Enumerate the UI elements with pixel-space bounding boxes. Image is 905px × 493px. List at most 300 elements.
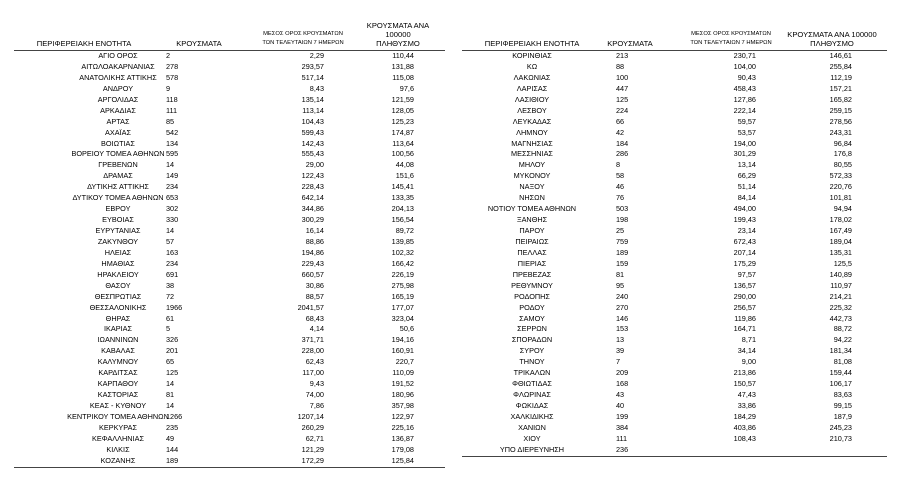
table-row <box>462 379 887 390</box>
region-name-cell: ΚΑΒΑΛΑΣ <box>101 346 135 356</box>
rate-cell: 157,21 <box>829 83 852 93</box>
avg-cases-cell: 599,43 <box>301 127 324 137</box>
region-name-cell: ΦΩΚΙΔΑΣ <box>515 401 549 410</box>
cases-cell: 39 <box>616 346 625 356</box>
avg-cases-cell: 301,29 <box>733 149 756 159</box>
avg-header-line1: ΜΕΣΟΣ ΟΡΟΣ ΚΡΟΥΣΜΑΤΩΝ <box>263 31 343 37</box>
avg-cases-cell: 16,14 <box>305 226 324 235</box>
region-name-cell: ΧΑΝΙΩΝ <box>518 422 546 432</box>
avg-cases-cell: 229,43 <box>301 258 324 268</box>
region-name-cell: ΡΟΔΟΠΗΣ <box>514 291 550 301</box>
cases-cell: 184 <box>616 138 629 148</box>
cases-cell: 330 <box>166 215 179 225</box>
region-name-cell: ΚΕΦΑΛΛΗΝΙΑΣ <box>92 433 144 443</box>
avg-cases-cell: 121,29 <box>301 444 324 454</box>
region-name-cell: ΥΠΟ ΔΙΕΡΕΥΝΗΣΗ <box>499 444 565 454</box>
rate-cell: 245,23 <box>829 422 852 432</box>
region-name-cell: ΝΟΤΙΟΥ ΤΟΜΕΑ ΑΘΗΝΩΝ <box>487 204 577 214</box>
rate-cell: 100,56 <box>391 149 414 159</box>
rate-cell: 101,81 <box>829 193 852 203</box>
region-name-cell: ΠΡΕΒΕΖΑΣ <box>512 269 552 279</box>
table-row <box>14 139 445 150</box>
cases-cell: 578 <box>166 72 179 82</box>
table-row <box>14 237 445 248</box>
avg-cases-cell: 68,43 <box>305 313 324 323</box>
rate-cell: 106,17 <box>829 379 852 389</box>
avg-column-header <box>248 30 358 48</box>
rate-cell: 122,97 <box>391 411 414 421</box>
rate-cell: 220,76 <box>829 182 852 192</box>
avg-cases-cell: 175,29 <box>733 258 756 268</box>
region-name-cell: ΜΕΣΣΗΝΙΑΣ <box>511 149 553 159</box>
table-row <box>462 237 887 248</box>
avg-cases-cell: 142,43 <box>301 138 324 148</box>
cases-cell: 58 <box>616 171 625 181</box>
cases-cell: 25 <box>616 226 625 235</box>
cases-cell: 234 <box>166 258 179 268</box>
cases-cell: 146 <box>616 313 629 323</box>
region-name-cell: ΑΡΚΑΔΙΑΣ <box>100 105 136 115</box>
region-name-cell: ΙΚΑΡΙΑΣ <box>103 324 133 334</box>
cases-cell: 14 <box>166 379 175 389</box>
rate-cell: 96,84 <box>833 138 852 148</box>
cases-cell: 236 <box>616 444 629 454</box>
region-name-cell: ΡΟΔΟΥ <box>519 302 545 312</box>
rate-cell: 179,08 <box>391 444 414 454</box>
cases-cell: 95 <box>616 280 625 290</box>
avg-cases-cell: 74,00 <box>305 390 324 400</box>
cases-cell: 13 <box>616 335 625 345</box>
rate-cell: 125,23 <box>391 116 414 126</box>
table-row <box>14 84 445 95</box>
avg-cases-cell: 108,43 <box>733 433 756 443</box>
region-name-cell: ΝΑΞΟΥ <box>519 182 545 192</box>
avg-cases-cell: 660,57 <box>301 269 324 279</box>
rate-header-line2: ΠΛΗΘΥΣΜΟ <box>810 39 854 48</box>
rate-cell: 110,44 <box>392 51 414 60</box>
table-row <box>462 434 887 445</box>
rate-cell: 128,05 <box>391 105 414 115</box>
table-row <box>462 51 887 62</box>
cases-cell: 168 <box>616 379 629 389</box>
avg-cases-cell: 88,57 <box>305 291 324 301</box>
region-name-cell: ΛΕΣΒΟΥ <box>517 105 547 115</box>
avg-cases-cell: 127,86 <box>733 94 756 104</box>
rate-cell: 88,72 <box>833 324 852 334</box>
table-row <box>14 368 445 379</box>
rate-cell: 204,13 <box>391 204 414 214</box>
rate-cell: 113,64 <box>392 138 414 148</box>
region-name-cell: ΛΑΚΩΝΙΑΣ <box>513 72 551 82</box>
rate-cell: 139,85 <box>391 236 414 246</box>
cases-cell: 81 <box>616 269 625 279</box>
rate-cell: 102,32 <box>391 247 414 257</box>
avg-cases-cell: 34,14 <box>737 346 756 356</box>
rate-cell: 572,33 <box>829 171 852 181</box>
left-table-header <box>14 21 445 51</box>
table-row <box>14 106 445 117</box>
cases-cell: 61 <box>166 313 175 323</box>
table-row <box>14 95 445 106</box>
table-row <box>14 456 445 467</box>
avg-cases-cell: 230,71 <box>733 51 756 60</box>
cases-column-header: ΚΡΟΥΣΜΑΤΑ <box>176 39 222 48</box>
cases-cell: 72 <box>166 291 175 301</box>
region-name-cell: ΘΕΣΠΡΩΤΙΑΣ <box>94 291 142 301</box>
rate-cell: 121,59 <box>391 94 414 104</box>
cases-cell: 447 <box>616 83 629 93</box>
avg-cases-cell: 29,00 <box>305 160 324 170</box>
table-row <box>14 390 445 401</box>
table-row <box>462 368 887 379</box>
rate-cell: 226,19 <box>391 269 414 279</box>
rate-cell: 125,5 <box>833 258 852 268</box>
region-name-cell: ΚΑΣΤΟΡΙΑΣ <box>97 390 139 400</box>
avg-cases-cell: 642,14 <box>301 193 324 203</box>
table-row <box>14 259 445 270</box>
region-name-cell: ΝΗΣΩΝ <box>519 193 545 203</box>
avg-cases-cell: 494,00 <box>733 204 756 214</box>
cases-cell: 14 <box>166 401 175 410</box>
table-row <box>14 73 445 84</box>
table-row <box>462 182 887 193</box>
rate-cell: 50,6 <box>399 324 414 334</box>
rate-cell: 136,87 <box>391 433 414 443</box>
right-table <box>462 26 887 457</box>
rate-cell: 115,08 <box>392 72 414 82</box>
cases-cell: 326 <box>166 335 179 345</box>
avg-cases-cell: 213,86 <box>733 368 756 378</box>
region-name-cell: ΣΕΡΡΩΝ <box>517 324 547 334</box>
cases-cell: 691 <box>166 269 179 279</box>
table-row <box>462 106 887 117</box>
avg-cases-cell: 7,86 <box>309 401 324 410</box>
table-row <box>14 445 445 456</box>
rate-column-header <box>782 30 882 48</box>
table-row <box>14 401 445 412</box>
table-row <box>462 324 887 335</box>
rate-cell: 167,49 <box>829 226 852 235</box>
avg-cases-cell: 88,86 <box>305 236 324 246</box>
table-row <box>14 171 445 182</box>
region-name-cell: ΑΡΤΑΣ <box>106 116 130 126</box>
avg-cases-cell: 260,29 <box>301 422 324 432</box>
avg-cases-cell: 293,57 <box>301 61 324 71</box>
avg-cases-cell: 117,00 <box>302 368 324 378</box>
region-name-cell: ΖΑΚΥΝΘΟΥ <box>97 236 139 246</box>
table-row <box>462 204 887 215</box>
avg-cases-cell: 1207,14 <box>297 411 324 421</box>
rate-cell: 80,55 <box>833 160 852 170</box>
avg-cases-cell: 222,14 <box>733 105 756 115</box>
region-name-cell: ΑΝΔΡΟΥ <box>102 83 134 93</box>
cases-cell: 302 <box>166 204 179 214</box>
rate-cell: 140,89 <box>829 269 852 279</box>
table-row <box>14 117 445 128</box>
rate-cell: 131,88 <box>391 61 414 71</box>
cases-cell: 503 <box>616 204 629 214</box>
region-name-cell: ΚΕΝΤΡΙΚΟΥ ΤΟΜΕΑ ΑΘΗΝΩΝ <box>67 411 169 421</box>
cases-cell: 1966 <box>166 302 183 312</box>
avg-cases-cell: 113,14 <box>302 105 324 115</box>
rate-cell: 177,07 <box>391 302 414 312</box>
rate-cell: 220,7 <box>395 357 414 367</box>
rate-cell: 112,19 <box>830 72 852 82</box>
avg-cases-cell: 4,14 <box>309 324 324 334</box>
avg-header-line1: ΜΕΣΟΣ ΟΡΟΣ ΚΡΟΥΣΜΑΤΩΝ <box>691 31 771 37</box>
avg-cases-cell: 555,43 <box>301 149 324 159</box>
region-name-cell: ΠΕΛΛΑΣ <box>517 247 547 257</box>
avg-cases-cell: 119,86 <box>734 313 756 323</box>
table-row <box>462 215 887 226</box>
cases-cell: 81 <box>166 390 175 400</box>
table-row <box>14 357 445 368</box>
cases-cell: 384 <box>616 422 629 432</box>
avg-cases-cell: 8,71 <box>741 335 756 345</box>
cases-cell: 653 <box>166 193 179 203</box>
rate-cell: 191,52 <box>391 379 414 389</box>
avg-cases-cell: 184,29 <box>733 411 756 421</box>
cases-cell: 286 <box>616 149 629 159</box>
table-row <box>14 248 445 259</box>
avg-cases-cell: 59,57 <box>737 116 756 126</box>
cases-cell: 66 <box>616 116 625 126</box>
cases-cell: 40 <box>616 401 625 410</box>
table-row <box>462 281 887 292</box>
rate-cell: 125,84 <box>391 455 414 465</box>
region-name-cell: ΙΩΑΝΝΙΝΩΝ <box>97 335 139 345</box>
cases-cell: 5 <box>166 324 171 334</box>
table-row <box>14 226 445 237</box>
rate-cell: 166,42 <box>391 258 414 268</box>
region-name-cell: ΚΑΛΥΜΝΟΥ <box>97 357 139 367</box>
cases-cell: 199 <box>616 411 629 421</box>
table-row <box>462 84 887 95</box>
table-row <box>14 292 445 303</box>
cases-cell: 1266 <box>166 411 183 421</box>
cases-cell: 7 <box>616 357 621 367</box>
rate-header-line2: ΠΛΗΘΥΣΜΟ <box>376 39 420 48</box>
avg-cases-cell: 97,57 <box>737 269 756 279</box>
rate-cell: 89,72 <box>395 226 414 235</box>
table-row <box>462 160 887 171</box>
cases-cell: 100 <box>616 72 629 82</box>
cases-cell: 8 <box>616 160 621 170</box>
cases-cell: 144 <box>166 444 179 454</box>
region-name-cell: ΘΕΣΣΑΛΟΝΙΚΗΣ <box>89 302 147 312</box>
avg-cases-cell: 53,57 <box>737 127 756 137</box>
rate-cell: 178,02 <box>829 215 852 225</box>
cases-cell: 65 <box>166 357 175 367</box>
avg-cases-cell: 66,29 <box>737 171 756 181</box>
avg-cases-cell: 199,43 <box>733 215 756 225</box>
table-row <box>14 51 445 62</box>
cases-cell: 2 <box>166 51 171 60</box>
avg-cases-cell: 172,29 <box>301 455 324 465</box>
region-name-cell: ΧΙΟΥ <box>523 433 541 443</box>
table-row <box>14 335 445 346</box>
avg-cases-cell: 9,00 <box>741 357 756 367</box>
cases-cell: 9 <box>166 83 171 93</box>
cases-cell: 43 <box>616 390 625 400</box>
cases-cell: 201 <box>166 346 179 356</box>
avg-cases-cell: 84,14 <box>737 193 756 203</box>
rate-cell: 135,31 <box>829 247 852 257</box>
avg-column-header <box>676 30 786 48</box>
left-table-body <box>14 51 445 467</box>
cases-cell: 759 <box>616 236 629 246</box>
cases-cell: 153 <box>616 324 629 334</box>
rate-header-line1: ΚΡΟΥΣΜΑΤΑ ΑΝΑ 100000 <box>366 21 430 39</box>
region-name-cell: ΔΥΤΙΚΟΥ ΤΟΜΕΑ ΑΘΗΝΩΝ <box>72 193 164 203</box>
cases-cell: 118 <box>166 94 178 104</box>
avg-cases-cell: 47,43 <box>737 390 756 400</box>
table-row <box>462 62 887 73</box>
region-name-cell: ΘΑΣΟΥ <box>105 280 131 290</box>
table-row <box>462 149 887 160</box>
region-name-cell: ΕΥΒΟΙΑΣ <box>102 215 134 225</box>
avg-cases-cell: 2041,57 <box>297 302 324 312</box>
region-name-cell: ΡΕΘΥΜΝΟΥ <box>511 280 553 290</box>
region-name-cell: ΑΓΙΟ ΟΡΟΣ <box>98 51 138 60</box>
region-name-cell: ΚΟΖΑΝΗΣ <box>100 455 136 465</box>
table-row <box>462 171 887 182</box>
region-name-cell: ΣΑΜΟΥ <box>519 313 545 323</box>
cases-cell: 209 <box>616 368 629 378</box>
rate-cell: 160,91 <box>391 346 414 356</box>
table-row <box>14 303 445 314</box>
table-row <box>462 95 887 106</box>
table-row <box>462 423 887 434</box>
cases-cell: 163 <box>166 247 179 257</box>
region-name-cell: ΚΟΡΙΝΘΙΑΣ <box>512 51 552 60</box>
avg-cases-cell: 90,43 <box>737 72 756 82</box>
region-name-cell: ΧΑΛΚΙΔΙΚΗΣ <box>510 411 554 421</box>
table-row <box>462 314 887 325</box>
cases-cell: 134 <box>166 138 179 148</box>
rate-cell: 275,98 <box>391 280 414 290</box>
right-table-header <box>462 26 887 51</box>
table-row <box>462 117 887 128</box>
rate-cell: 176,8 <box>833 149 852 159</box>
region-name-cell: ΜΑΓΝΗΣΙΑΣ <box>511 138 553 148</box>
avg-cases-cell: 104,43 <box>301 116 324 126</box>
rate-cell: 146,61 <box>829 51 852 60</box>
cases-cell: 278 <box>166 61 179 71</box>
left-table-bottom-rule <box>14 467 445 468</box>
table-row <box>462 128 887 139</box>
rate-cell: 44,08 <box>395 160 414 170</box>
region-name-cell: ΠΙΕΡΙΑΣ <box>517 258 547 268</box>
region-name-cell: ΚΩ <box>526 61 538 71</box>
cases-cell: 224 <box>616 105 629 115</box>
rate-cell: 323,04 <box>391 313 414 323</box>
cases-cell: 88 <box>616 61 625 71</box>
avg-cases-cell: 2,29 <box>309 51 324 60</box>
region-name-cell: ΑΡΓΟΛΙΔΑΣ <box>97 94 139 104</box>
avg-cases-cell: 672,43 <box>733 236 756 246</box>
cases-cell: 189 <box>616 247 629 257</box>
table-row <box>462 401 887 412</box>
table-row <box>462 292 887 303</box>
avg-cases-cell: 194,86 <box>301 247 324 257</box>
table-row <box>14 215 445 226</box>
cases-cell: 111 <box>616 433 628 443</box>
rate-cell: 181,34 <box>829 346 852 356</box>
region-name-cell: ΛΕΥΚΑΔΑΣ <box>512 116 552 126</box>
region-name-cell: ΓΡΕΒΕΝΩΝ <box>98 160 138 170</box>
table-row <box>462 226 887 237</box>
rate-cell: 145,41 <box>391 182 414 192</box>
region-name-cell: ΚΕΑΣ - ΚΥΘΝΟΥ <box>89 401 147 410</box>
rate-cell: 133,35 <box>391 193 414 203</box>
avg-cases-cell: 150,57 <box>733 379 756 389</box>
region-name-cell: ΠΕΙΡΑΙΩΣ <box>515 236 549 246</box>
rate-cell: 159,44 <box>829 368 852 378</box>
table-row <box>462 390 887 401</box>
avg-cases-cell: 13,14 <box>737 160 756 170</box>
table-row <box>462 445 887 456</box>
table-row <box>462 357 887 368</box>
avg-cases-cell: 458,43 <box>733 83 756 93</box>
region-name-cell: ΚΑΡΔΙΤΣΑΣ <box>98 368 138 378</box>
avg-cases-cell: 300,29 <box>301 215 324 225</box>
table-row <box>462 259 887 270</box>
cases-cell: 189 <box>166 455 179 465</box>
table-row <box>14 270 445 281</box>
table-row <box>14 281 445 292</box>
table-row <box>462 335 887 346</box>
avg-cases-cell: 8,43 <box>309 83 324 93</box>
rate-cell: 110,97 <box>830 280 852 290</box>
avg-header-line2: ΤΩΝ ΤΕΛΕΥΤΑΙΩΝ 7 ΗΜΕΡΩΝ <box>262 40 344 46</box>
cases-cell: 235 <box>166 422 179 432</box>
region-name-cell: ΤΡΙΚΑΛΩΝ <box>513 368 551 378</box>
region-name-cell: ΜΗΛΟΥ <box>518 160 546 170</box>
rate-cell: 165,82 <box>829 94 852 104</box>
cases-cell: 57 <box>166 236 175 246</box>
rate-header-line1: ΚΡΟΥΣΜΑΤΑ ΑΝΑ 100000 <box>787 30 877 39</box>
cases-cell: 125 <box>166 368 179 378</box>
region-name-cell: ΦΘΙΩΤΙΔΑΣ <box>512 379 552 389</box>
table-row <box>462 248 887 259</box>
rate-cell: 174,87 <box>391 127 414 137</box>
region-name-cell: ΣΥΡΟΥ <box>519 346 545 356</box>
region-name-cell: ΚΑΡΠΑΘΟΥ <box>97 379 139 389</box>
table-row <box>462 270 887 281</box>
table-row <box>14 204 445 215</box>
region-name-cell: ΘΗΡΑΣ <box>105 313 131 323</box>
region-name-cell: ΗΛΕΙΑΣ <box>104 247 132 257</box>
rate-cell: 225,32 <box>829 302 852 312</box>
cases-cell: 14 <box>166 160 175 170</box>
avg-cases-cell: 344,86 <box>301 204 324 214</box>
avg-cases-cell: 51,14 <box>737 182 756 192</box>
avg-cases-cell: 256,57 <box>733 302 756 312</box>
table-row <box>14 379 445 390</box>
region-name-cell: ΛΑΣΙΘΙΟΥ <box>514 94 550 104</box>
avg-cases-cell: 62,71 <box>305 433 324 443</box>
region-column-header: ΠΕΡΙΦΕΡΕΙΑΚΗ ΕΝΟΤΗΤΑ <box>36 39 132 48</box>
rate-cell: 357,98 <box>391 401 414 410</box>
region-name-cell: ΤΗΝΟΥ <box>519 357 545 367</box>
avg-cases-cell: 135,14 <box>301 94 324 104</box>
avg-cases-cell: 228,00 <box>301 346 324 356</box>
rate-cell: 94,22 <box>833 335 852 345</box>
cases-cell: 49 <box>166 433 175 443</box>
avg-cases-cell: 23,14 <box>737 226 756 235</box>
cases-cell: 46 <box>616 182 625 192</box>
